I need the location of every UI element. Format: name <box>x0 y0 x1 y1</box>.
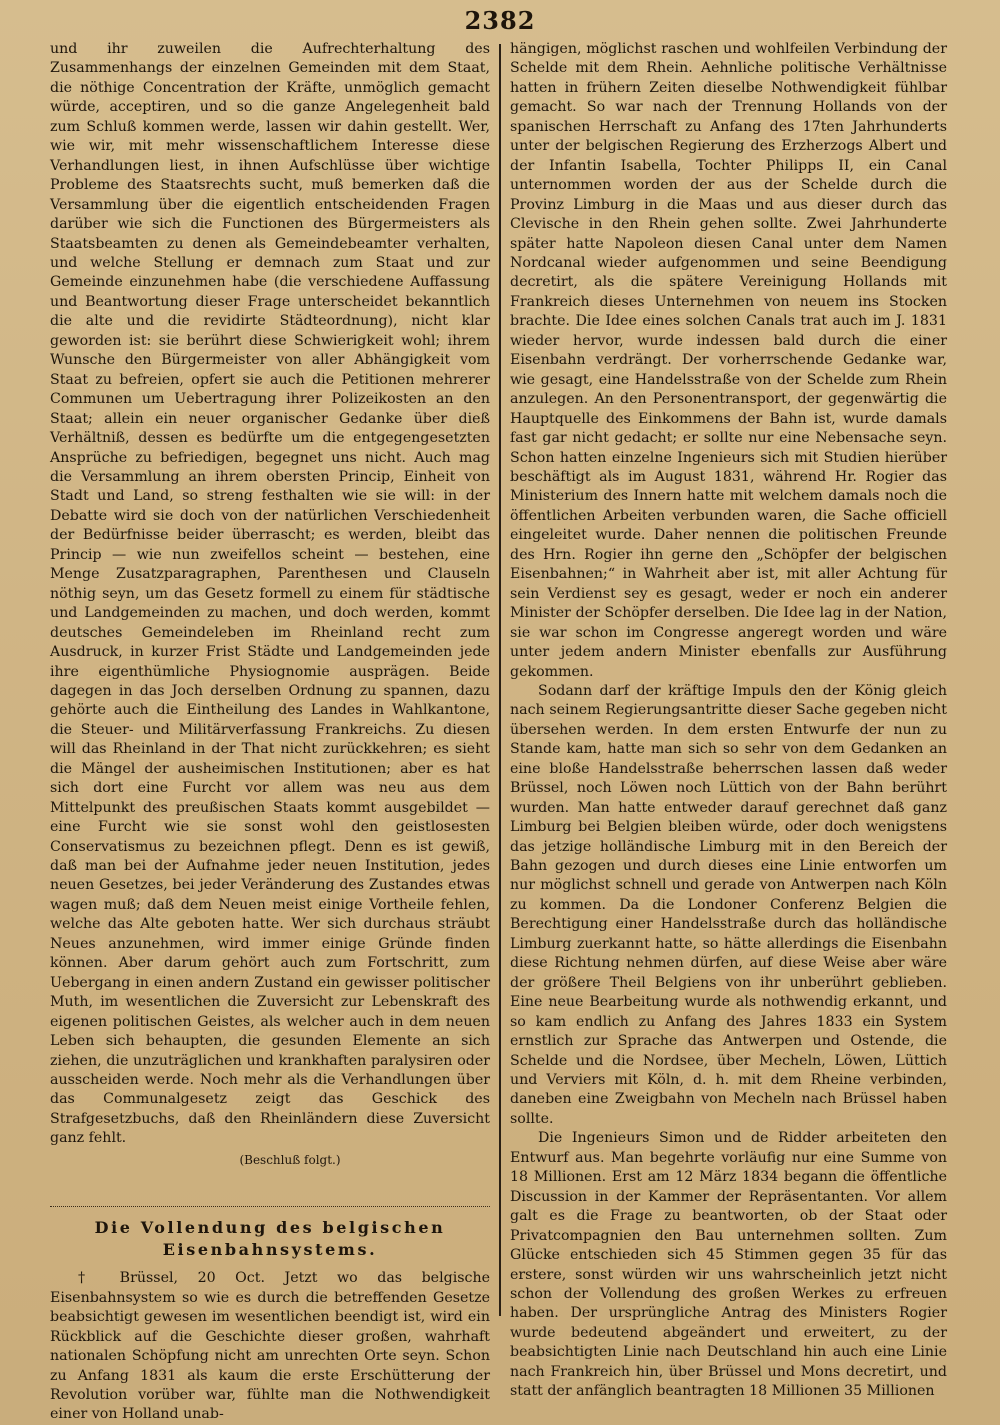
continued-article-text: und ihr zuweilen die Aufrechterhaltung des Zusammenhangs der einzelnen Gemeinden mit dem Staat, die nöthige Concentration der Kräfte, unmöglich gemacht würde, acceptiren, und so die ganze Angelegenheit bald zum Schluß kommen werde, lassen wir dahin gestellt. Wer, wie wir, mit mehr wissenschaftlichem Interesse diese Verhandlungen liest, in ihnen Aufschlüsse über wichtige Probleme des Staatsrechts sucht, muß bemerken daß die Versammlung über die eigentlich entscheidenden Fragen darüber wie sich die Functionen des Bürgermeisters als Staatsbeamten zu denen als Gemeindebeamter verhalten, und welche Stellung er demnach zum Staat und zur Gemeinde einzunehmen habe (die verschiedene Auffassung und Beantwortung dieser Frage unterscheidet bekanntlich die alte und die revidirte Städteordnung), nicht klar geworden ist: sie berührt diese Schwierigkeit wohl; ihrem Wunsche den Bürgermeister von aller Abhängigkeit vom Staat zu befreien, opfert sie auch die Petitionen mehrerer Communen um Uebertragung ihrer Polizeikosten an den Staat; allein ein neuer organischer Gedanke über dieß Verhältniß, dessen es bedürfte um die entgegengesetzten Ansprüche zu befriedigen, begegnet uns nicht. Auch mag die Versammlung an ihrem obersten Princip, Einheit von Stadt und Land, so streng festhalten wie sie will: in der Debatte wird sie doch von der natürlichen Verschiedenheit der Bedürfnisse beider überrascht; es werden, bleibt das Princip — wie nun zweifellos scheint — bestehen, eine Menge Zusatzparagraphen, Parenthesen und Clauseln nöthig seyn, um das Gesetz formell zu einem für städtische und Landgemeinden zu machen, und doch werden, kommt deutsches Gemeindeleben im Rheinland recht zum Ausdruck, in kurzer Frist Städte und Landgemeinden jede ihre eigenthümliche Physiognomie ausprägen. Beide dagegen in das Joch derselben Ordnung zu spannen, dazu gehörte auch die Eintheilung des Landes in Wahlkantone, die Steuer- und Militärverfassung Frankreichs. Zu diesen will das Rheinland in der That nicht zurückkehren; es sieht die Mängel der ausheimischen Institutionen; aber es hat sich dort eine Furcht vor allem was neu aus dem Mittelpunkt des preußischen Staats kommt ausgebildet — eine Furcht wie sie sonst wohl den geistlosesten Conservatismus zu bezeichnen pflegt. Denn es ist gewiß, daß man bei der Aufnahme jeder neuen Institution, jedes neuen Gesetzes, bei jeder Veränderung des Zustandes etwas wagen muß; daß dem Neuen meist einige Vortheile fehlen, welche das Alte geboten hatte. Wer sich durchaus sträubt Neues anzunehmen, wird immer einige Gründe finden können. Aber darum gehört auch zum Fortschritt, zum Uebergang in einen andern Zustand ein gewisser politischer Muth, im wesentlichen die Zuversicht zur Lebenskraft des eigenen politischen Geistes, als welcher auch in dem neuen Leben sich behaupten, die gesunden Elemente an sich ziehen, die unzuträglichen und krankhaften paralysiren oder ausscheiden werde. Noch mehr als die Verhandlungen über das Communalgesetz zeigt das Geschick des Strafgesetzbuchs, daß den Rheinländern diese Zuversicht ganz fehlt. <box>50 41 490 1147</box>
article-paragraph-3: Die Ingenieurs Simon und de Ridder arbeiteten den Entwurf aus. Man begehrte vorläufig nur eine Summe von 18 Millionen. Erst am 12 März 1834 begann die öffentliche Discussion in der Kammer der Repräsentanten. Vor allem galt es die Frage zu beantworten, ob der Staat oder Privatcompagnien den Bau unternehmen sollten. Zum Glücke entschieden sich 45 Stimmen gegen 35 für das erstere, sonst würden wir uns wahrscheinlich jetzt nicht schon der Vollendung des großen Werkes zu erfreuen haben. Der ursprüngliche Antrag des Ministers Rogier wurde bedeutend abgeändert und erweitert, zu der beabsichtigten Linie nach Deutschland hin auch eine Linie nach Frankreich hin, über Brüssel und Mons decretirt, und statt der anfänglich beantragten 18 Millionen 35 Millionen <box>510 1130 947 1400</box>
continuation-note: (Beschluß folgt.) <box>239 1152 341 1167</box>
left-column <box>50 40 490 1425</box>
column-divider <box>499 44 501 1316</box>
right-column <box>510 40 947 1402</box>
article-paragraph-1: hängigen, möglichst raschen und wohlfeilen Verbindung der Schelde mit dem Rhein. Aehnliche politische Verhältnisse hatten in frühern Zeiten dieselbe Nothwendigkeit fühlbar gemacht. So war nach der Trennung Hollands von der spanischen Herrschaft zu Anfang des 17ten Jahrhunderts unter der belgischen Regierung des Erzherzogs Albert und der Infantin Isabella, Tochter Philipps II, ein Canal unternommen worden der aus der Schelde durch die Provinz Limburg in die Maas und aus dieser durch das Clevische in den Rhein gehen sollte. Zwei Jahrhunderte später hatte Napoleon diesen Canal unter dem Namen Nordcanal wieder aufgenommen und seine Beendigung decretirt, als die spätere Vereinigung Hollands mit Frankreich dieses Unternehmen von neuem ins Stocken brachte. Die Idee eines solchen Canals trat auch im J. 1831 wieder hervor, wurde indessen bald durch die einer Eisenbahn verdrängt. Der vorherrschende Gedanke war, wie gesagt, eine Handelsstraße von der Schelde zum Rhein anzulegen. An den Personentransport, der gegenwärtig die Hauptquelle des Einkommens der Bahn ist, wurde damals fast gar nicht gedacht; er sollte nur eine Nebensache seyn. Schon hatten einzelne Ingenieurs sich mit Studien hierüber beschäftigt als im August 1831, während Hr. Rogier das Ministerium des Innern hatte mit welchem damals noch die öffentlichen Arbeiten verbunden waren, die Sache officiell eingeleitet wurde. Daher nennen die politischen Freunde des Hrn. Rogier ihn gerne den „Schöpfer der belgischen Eisenbahnen;“ in Wahrheit aber ist, mit aller Achtung für sein Verdienst sey es gesagt, weder er noch ein anderer Minister der Schöpfer derselben. Die Idee lag in der Nation, sie war schon im Congresse angeregt worden und wäre unter jedem andern Minister ebenfalls zur Ausführung gekommen. <box>510 41 947 680</box>
article-paragraph-2: Sodann darf der kräftige Impuls den der König gleich nach seinem Regierungsantritte dieser Sache gegeben nicht übersehen werden. In dem ersten Entwurfe der nun zu Stande kam, hatte man sich so sehr von dem Gedanken an eine bloße Handelsstraße beherrschen lassen daß weder Brüssel, noch Löwen noch Lüttich von der Bahn berührt wurden. Man hatte entweder darauf gerechnet daß ganz Limburg bei Belgien bleiben würde, oder doch wenigstens das jetzige holländische Limburg mit in den Bereich der Bahn gezogen und durch dieses eine Linie entworfen um nur möglichst schnell und gerade von Antwerpen nach Köln zu kommen. Da die Londoner Conferenz Belgien die Berechtigung einer Handelsstraße durch das holländische Limburg zuerkannt hatte, so hätte allerdings die Eisenbahn diese Richtung nehmen dürfen, auf diese Weise aber wäre der größere Theil Belgiens von ihr unberührt geblieben. Eine neue Bearbeitung wurde als nothwendig erkannt, und so kam endlich zu Anfang des Jahres 1833 ein System ernstlich zur Sprache das Antwerpen und Ostende, die Schelde und die Nordsee, über Mecheln, Löwen, Lüttich und Verviers mit Köln, d. h. mit dem Rheine verbinden, daneben eine Zweigbahn von Mecheln nach Brüssel haben sollte. <box>510 682 947 1127</box>
page-number: 2382 <box>464 6 536 35</box>
article-title: Die Vollendung des belgischen Eisenbahnsystems. <box>50 1206 490 1261</box>
article-opening-paragraph: † Brüssel, 20 Oct. Jetzt wo das belgische Eisenbahnsystem so wie es durch die betreffenden Gesetze beabsichtigt gewesen im wesentlichen beendigt ist, wird ein Rückblick auf die Geschichte dieser großen, wahrhaft nationalen Schöpfung nicht am unrechten Orte seyn. Schon zu Anfang 1831 als kaum die erste Erschütterung der Revolution vorüber war, fühlte man die Nothwendigkeit einer von Holland unab- <box>50 1270 490 1423</box>
